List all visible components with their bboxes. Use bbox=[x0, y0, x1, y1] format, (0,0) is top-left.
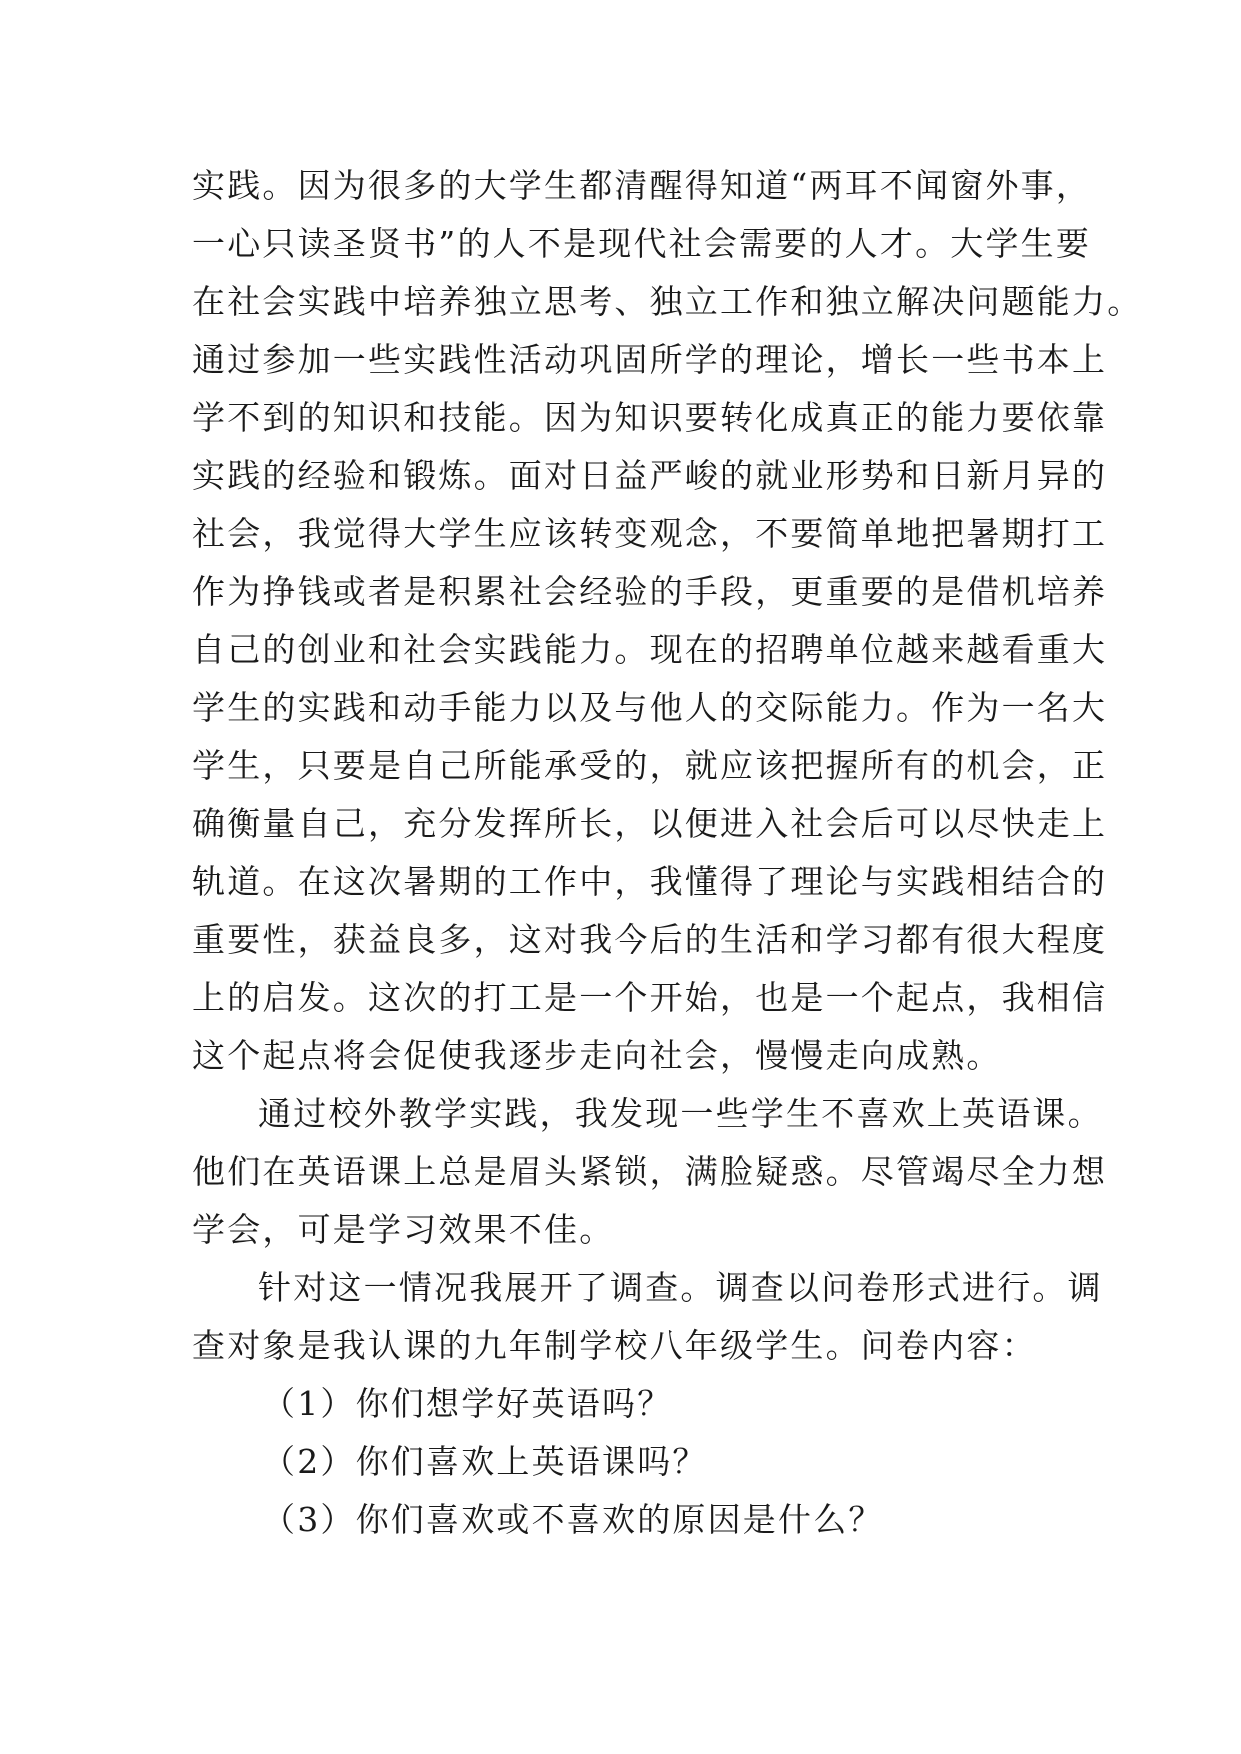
paragraph-line: 一心只读圣贤书”的人不是现代社会需要的人才。大学生要 bbox=[192, 224, 1092, 263]
paragraph-line: 通过校外教学实践，我发现一些学生不喜欢上英语课。 bbox=[258, 1094, 1103, 1133]
paragraph-line: 学生，只要是自己所能承受的，就应该把握所有的机会，正 bbox=[192, 746, 1108, 785]
paragraph-line: 自己的创业和社会实践能力。现在的招聘单位越来越看重大 bbox=[192, 630, 1108, 669]
question-item: （3）你们喜欢或不喜欢的原因是什么？ bbox=[262, 1500, 884, 1539]
paragraph-line: 学不到的知识和技能。因为知识要转化成真正的能力要依靠 bbox=[192, 398, 1108, 437]
paragraph-line: 确衡量自己，充分发挥所长，以便进入社会后可以尽快走上 bbox=[192, 804, 1108, 843]
paragraph-line: 在社会实践中培养独立思考、独立工作和独立解决问题能力。 bbox=[192, 282, 1143, 321]
paragraph-line: 学会，可是学习效果不佳。 bbox=[192, 1210, 615, 1249]
paragraph-line: 通过参加一些实践性活动巩固所学的理论，增长一些书本上 bbox=[192, 340, 1108, 379]
paragraph-line: 轨道。在这次暑期的工作中，我懂得了理论与实践相结合的 bbox=[192, 862, 1108, 901]
paragraph-line: 实践的经验和锻炼。面对日益严峻的就业形势和日新月异的 bbox=[192, 456, 1108, 495]
paragraph-line: 重要性，获益良多，这对我今后的生活和学习都有很大程度 bbox=[192, 920, 1108, 959]
question-item: （1）你们想学好英语吗？ bbox=[262, 1384, 673, 1423]
paragraph-line: 这个起点将会促使我逐步走向社会，慢慢走向成熟。 bbox=[192, 1036, 1002, 1075]
paragraph-line: 上的启发。这次的打工是一个开始，也是一个起点，我相信 bbox=[192, 978, 1108, 1017]
paragraph-line: 他们在英语课上总是眉头紧锁，满脸疑惑。尽管竭尽全力想 bbox=[192, 1152, 1108, 1191]
question-item: （2）你们喜欢上英语课吗？ bbox=[262, 1442, 708, 1481]
paragraph-line: 学生的实践和动手能力以及与他人的交际能力。作为一名大 bbox=[192, 688, 1108, 727]
paragraph-line: 查对象是我认课的九年制学校八年级学生。问卷内容： bbox=[192, 1326, 1037, 1365]
paragraph-line: 针对这一情况我展开了调查。调查以问卷形式进行。调 bbox=[258, 1268, 1103, 1307]
paragraph-line: 作为挣钱或者是积累社会经验的手段，更重要的是借机培养 bbox=[192, 572, 1108, 611]
paragraph-line: 实践。因为很多的大学生都清醒得知道“两耳不闻窗外事， bbox=[192, 166, 1092, 205]
paragraph-line: 社会，我觉得大学生应该转变观念，不要简单地把暑期打工 bbox=[192, 514, 1108, 553]
